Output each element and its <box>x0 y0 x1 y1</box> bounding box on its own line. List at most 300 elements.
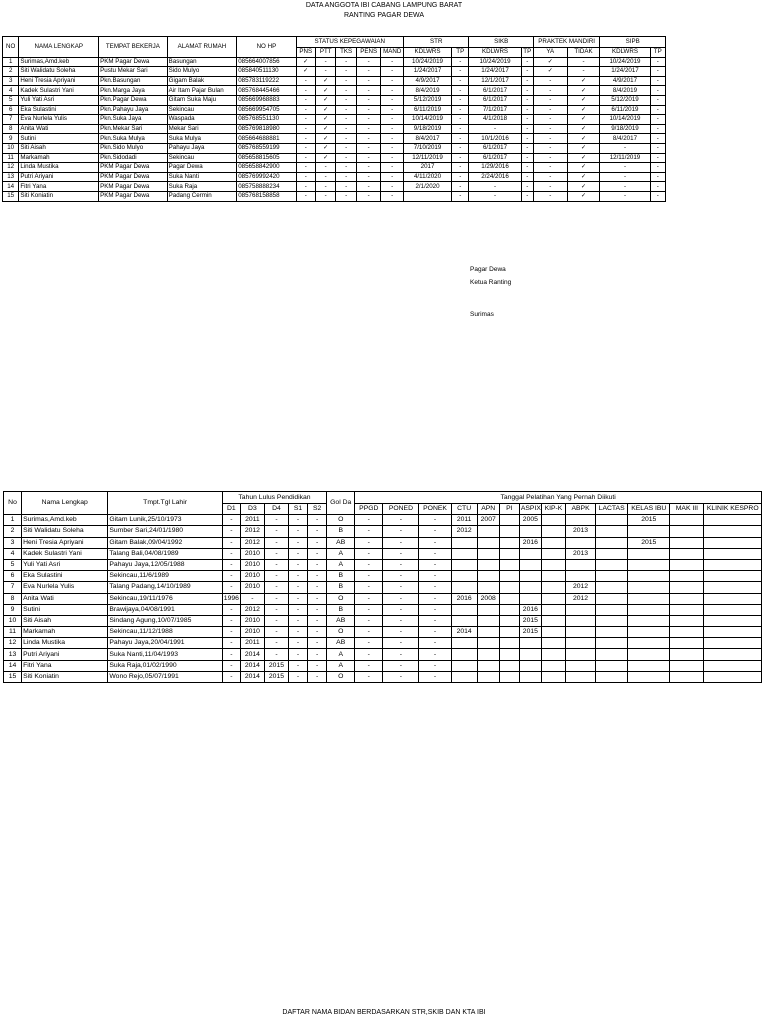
table-cell: ✓ <box>315 143 335 153</box>
table-cell <box>477 571 499 582</box>
table-cell: Markamah <box>19 153 99 163</box>
table-cell: - <box>567 57 600 67</box>
table-cell: 12/11/2019 <box>403 153 451 163</box>
table-cell: - <box>383 537 419 548</box>
table-cell: 2015 <box>264 660 288 671</box>
table-cell: - <box>222 627 240 638</box>
table-cell: - <box>356 172 381 182</box>
table-cell: - <box>521 191 533 201</box>
table-cell: - <box>289 660 308 671</box>
col-header-poned: PONED <box>383 504 419 515</box>
table-cell: - <box>222 559 240 570</box>
table-cell: ✓ <box>567 143 600 153</box>
table-cell: 2011 <box>240 515 264 526</box>
table-row <box>3 191 666 201</box>
table-cell: 5/12/2019 <box>403 95 451 105</box>
table-cell: Pagar Dewa <box>167 163 237 173</box>
table-cell: - <box>381 67 404 77</box>
table-cell: Suka Mulya <box>167 134 237 144</box>
table-row <box>3 57 666 67</box>
table-cell: Eka Sulastini <box>19 105 99 115</box>
table-cell: Kadek Sulastri Yani <box>19 86 99 96</box>
table-cell: - <box>650 124 665 134</box>
col-header-ctu: CTU <box>451 504 477 515</box>
table-cell: 10/24/2019 <box>600 57 650 67</box>
table-cell: - <box>650 115 665 125</box>
table-cell: ✓ <box>567 124 600 134</box>
table-cell <box>499 671 519 682</box>
table-cell: O <box>327 627 355 638</box>
table-cell: - <box>521 182 533 192</box>
table-cell: 085783119222 <box>237 76 296 86</box>
col-header-sikb-tp: TP <box>521 48 533 58</box>
table-cell <box>596 582 628 593</box>
table-cell: - <box>533 86 567 96</box>
table-cell: 085769818980 <box>237 124 296 134</box>
table-cell: - <box>222 571 240 582</box>
table-cell <box>596 515 628 526</box>
table-row <box>3 124 666 134</box>
table-cell: 2015 <box>628 515 670 526</box>
table-cell: ✓ <box>533 67 567 77</box>
table-cell: Sutini <box>19 134 99 144</box>
table-cell: - <box>356 86 381 96</box>
table-cell: Sekincau <box>167 153 237 163</box>
table-cell <box>499 515 519 526</box>
table-cell <box>477 526 499 537</box>
table-cell: - <box>296 115 315 125</box>
table-cell: 4/11/2020 <box>403 172 451 182</box>
table-cell <box>596 537 628 548</box>
table-cell: - <box>381 182 404 192</box>
col-header-nama: Nama Lengkap <box>22 492 108 515</box>
table-cell: 10/24/2019 <box>403 57 451 67</box>
col-header-ponek: PONEK <box>419 504 451 515</box>
table-cell: 085658815605 <box>237 153 296 163</box>
table-cell: - <box>419 604 451 615</box>
table-cell: O <box>327 515 355 526</box>
table-cell: - <box>315 191 335 201</box>
table-cell: 4/9/2017 <box>600 76 650 86</box>
table-cell: - <box>521 172 533 182</box>
table-cell <box>565 671 595 682</box>
table-cell: - <box>452 76 469 86</box>
table-cell: 8 <box>4 593 22 604</box>
table-cell: - <box>355 515 383 526</box>
table-cell: - <box>222 615 240 626</box>
table-row <box>3 172 666 182</box>
table-cell: - <box>264 571 288 582</box>
col-header-klinik: KLINIK KESPRO <box>704 504 762 515</box>
table-cell: - <box>650 105 665 115</box>
table-cell: Linda Mustika <box>22 638 108 649</box>
table-cell: - <box>355 638 383 649</box>
table-cell: PKM Pagar Dewa <box>99 191 168 201</box>
table-cell: - <box>355 604 383 615</box>
table-cell: 2 <box>3 67 19 77</box>
table-cell: 12 <box>3 163 19 173</box>
table-cell: - <box>383 638 419 649</box>
col-header-sikb-kdlwrs: KDLWRS <box>469 48 521 58</box>
table-cell: - <box>296 124 315 134</box>
table-cell: - <box>355 571 383 582</box>
table-cell: - <box>452 182 469 192</box>
table-cell: - <box>264 615 288 626</box>
table-cell <box>704 671 762 682</box>
table-cell <box>628 526 670 537</box>
col-header-lactas: LACTAS <box>596 504 628 515</box>
table-cell: - <box>308 571 327 582</box>
table-cell: - <box>533 134 567 144</box>
table-cell: 2012 <box>565 582 595 593</box>
table-cell <box>670 671 704 682</box>
table-cell: 2016 <box>519 537 541 548</box>
table-cell: - <box>356 105 381 115</box>
table-cell <box>670 649 704 660</box>
table-cell: 085664007856 <box>237 57 296 67</box>
table-cell: - <box>419 526 451 537</box>
table-cell: 9 <box>4 604 22 615</box>
table-cell: - <box>356 57 381 67</box>
table-cell: - <box>381 172 404 182</box>
document-footer: DAFTAR NAMA BIDAN BERDASARKAN STR,SKIB DAN KTA IBI <box>282 1009 486 1016</box>
table-cell <box>596 526 628 537</box>
table-cell <box>704 649 762 660</box>
table-cell: ✓ <box>315 124 335 134</box>
table-cell: 10 <box>3 143 19 153</box>
table-cell <box>519 571 541 582</box>
table-cell: - <box>355 660 383 671</box>
table-cell: - <box>336 105 356 115</box>
table-cell: A <box>327 660 355 671</box>
table-cell: 6/1/2017 <box>469 86 521 96</box>
table-cell: - <box>264 627 288 638</box>
table-cell: - <box>381 105 404 115</box>
table-row <box>4 537 762 548</box>
table-cell <box>704 571 762 582</box>
table-row <box>3 163 666 173</box>
table-cell: 2/24/2016 <box>469 172 521 182</box>
table-cell: - <box>521 115 533 125</box>
table-cell: 085669968883 <box>237 95 296 105</box>
table-cell: - <box>222 526 240 537</box>
table-cell <box>565 638 595 649</box>
table-cell <box>477 627 499 638</box>
col-header-apn: APN <box>477 504 499 515</box>
table-row <box>3 105 666 115</box>
table-cell <box>499 582 519 593</box>
table-cell <box>596 615 628 626</box>
table-cell <box>499 526 519 537</box>
table-cell: Eva Nurlela Yulis <box>22 582 108 593</box>
table-cell: Mekar Sari <box>167 124 237 134</box>
col-header-aspix: ASPIX <box>519 504 541 515</box>
table-cell: - <box>383 627 419 638</box>
table-cell: 7/10/2019 <box>403 143 451 153</box>
table-row <box>3 134 666 144</box>
table-cell: - <box>308 615 327 626</box>
table-cell: - <box>222 548 240 559</box>
table-cell <box>565 615 595 626</box>
col-header-ptt: PTT <box>315 48 335 58</box>
table-cell: - <box>567 67 600 77</box>
table-cell <box>670 582 704 593</box>
table-cell: - <box>381 153 404 163</box>
table-cell: - <box>383 526 419 537</box>
table-cell: - <box>650 191 665 201</box>
table-cell: - <box>336 115 356 125</box>
table-cell <box>451 649 477 660</box>
table-cell: Sekincau <box>167 105 237 115</box>
table-cell: 2016 <box>451 593 477 604</box>
table-cell: - <box>521 67 533 77</box>
table-cell: - <box>650 67 665 77</box>
table-cell: - <box>419 671 451 682</box>
table-cell: Suka Raja <box>167 182 237 192</box>
table-cell: 14 <box>3 182 19 192</box>
table-cell: - <box>533 105 567 115</box>
table-cell <box>451 604 477 615</box>
table-cell: - <box>600 191 650 201</box>
table-cell: - <box>452 124 469 134</box>
table-cell <box>628 593 670 604</box>
table-cell: - <box>533 124 567 134</box>
table-cell <box>596 660 628 671</box>
table-cell: 4 <box>3 86 19 96</box>
table-cell <box>519 582 541 593</box>
table-cell: - <box>356 95 381 105</box>
table-cell: - <box>600 163 650 173</box>
table-cell <box>541 515 565 526</box>
table-cell <box>499 638 519 649</box>
table-cell: PKM Pagar Dewa <box>99 163 168 173</box>
table-cell: - <box>355 582 383 593</box>
table-cell: 2014 <box>451 627 477 638</box>
table-cell: - <box>355 615 383 626</box>
table-cell: ✓ <box>315 134 335 144</box>
col-header-pns: PNS <box>296 48 315 58</box>
table-cell: - <box>296 95 315 105</box>
table-cell: - <box>355 671 383 682</box>
table-cell: 085658842900 <box>237 163 296 173</box>
table-cell: - <box>264 649 288 660</box>
table-cell: - <box>381 115 404 125</box>
table-row <box>4 649 762 660</box>
table-cell: - <box>308 548 327 559</box>
table-cell: - <box>355 526 383 537</box>
table-cell: 1 <box>4 515 22 526</box>
table-row <box>4 638 762 649</box>
table-cell: 2013 <box>565 548 595 559</box>
table-cell: - <box>452 143 469 153</box>
col-header-mak: MAK III <box>670 504 704 515</box>
table-cell: Anita Wati <box>22 593 108 604</box>
col-header-tempat: TEMPAT BEKERJA <box>99 37 168 58</box>
document-subtitle: RANTING PAGAR DEWA <box>343 12 425 19</box>
table-cell: - <box>289 593 308 604</box>
table-cell: 3 <box>3 76 19 86</box>
table-cell: - <box>296 105 315 115</box>
table-cell: Siti Koniatin <box>22 671 108 682</box>
table-cell: ✓ <box>315 86 335 96</box>
table-cell: - <box>289 548 308 559</box>
table-cell: - <box>650 57 665 67</box>
table-cell: - <box>452 86 469 96</box>
table-cell: 2010 <box>240 582 264 593</box>
table-cell: - <box>600 143 650 153</box>
table-cell: Siti Walidatu Soleha <box>19 67 99 77</box>
table-cell: A <box>327 559 355 570</box>
table-cell: 6/1/2017 <box>469 143 521 153</box>
table-cell: ✓ <box>533 57 567 67</box>
table-cell: - <box>222 671 240 682</box>
table-cell: - <box>381 124 404 134</box>
table-cell: - <box>355 627 383 638</box>
table-cell: - <box>296 163 315 173</box>
table-cell <box>670 537 704 548</box>
table-cell: AB <box>327 537 355 548</box>
table-row <box>4 660 762 671</box>
table-cell: Surimas,Amd.keb <box>19 57 99 67</box>
table-cell <box>704 615 762 626</box>
table-cell: 2007 <box>477 515 499 526</box>
table-cell: - <box>452 57 469 67</box>
table-cell: - <box>336 86 356 96</box>
table-cell: - <box>650 172 665 182</box>
table-cell: - <box>381 95 404 105</box>
table-cell: - <box>315 172 335 182</box>
table-cell: - <box>521 105 533 115</box>
table-cell: 1/24/2017 <box>600 67 650 77</box>
table-cell: 9/18/2019 <box>403 124 451 134</box>
table-cell: Gitam Suka Maju <box>167 95 237 105</box>
table-cell: 2012 <box>451 526 477 537</box>
table-cell: Markamah <box>22 627 108 638</box>
table-cell: - <box>289 526 308 537</box>
col-header-no: NO <box>3 37 19 58</box>
table-cell: AB <box>327 638 355 649</box>
table-cell: - <box>419 559 451 570</box>
table-cell: Gitam Balak,09/04/1992 <box>108 537 222 548</box>
table-cell <box>670 593 704 604</box>
table-row <box>3 76 666 86</box>
table-cell: - <box>381 57 404 67</box>
table-cell <box>628 571 670 582</box>
table-cell <box>565 537 595 548</box>
table-cell <box>541 638 565 649</box>
col-header-sikb: SIKB <box>469 37 533 48</box>
table-cell <box>477 604 499 615</box>
table-cell <box>477 537 499 548</box>
table-cell: ✓ <box>567 134 600 144</box>
table-cell <box>541 604 565 615</box>
col-header-sipb-kdlwrs: KDLWRS <box>600 48 650 58</box>
table-row <box>3 95 666 105</box>
table-cell <box>451 548 477 559</box>
table-cell <box>541 671 565 682</box>
table-cell: 085840511130 <box>237 67 296 77</box>
table-cell: 4 <box>4 548 22 559</box>
table-cell: Pahayu Jaya,20/04/1991 <box>108 638 222 649</box>
col-header-pens: PENS <box>356 48 381 58</box>
table-cell: 2016 <box>519 604 541 615</box>
table-cell: Surimas,Amd.keb <box>22 515 108 526</box>
table-cell: - <box>289 537 308 548</box>
table-cell: Putri Ariyani <box>22 649 108 660</box>
table-cell: - <box>356 182 381 192</box>
table-cell: 6 <box>4 571 22 582</box>
table-cell: 085669954705 <box>237 105 296 115</box>
table-cell <box>451 537 477 548</box>
table-cell: - <box>650 163 665 173</box>
table-cell: - <box>419 515 451 526</box>
table-cell <box>704 604 762 615</box>
table-cell <box>628 671 670 682</box>
table-cell: B <box>327 526 355 537</box>
table-cell: Suka Nanti <box>167 172 237 182</box>
table-cell <box>628 627 670 638</box>
table-cell: ✓ <box>567 95 600 105</box>
table-cell: - <box>336 95 356 105</box>
table-cell <box>477 660 499 671</box>
table-cell: 2011 <box>451 515 477 526</box>
table-cell: - <box>533 153 567 163</box>
table-cell: 12/11/2019 <box>600 153 650 163</box>
table-cell: - <box>419 537 451 548</box>
table-cell <box>670 515 704 526</box>
col-header-s2: S2 <box>308 504 327 515</box>
table-cell: 8/4/2017 <box>600 134 650 144</box>
table-cell: - <box>469 182 521 192</box>
table-cell: 10 <box>4 615 22 626</box>
col-header-tahun-lulus: Tahun Lulus Pendidikan <box>222 492 326 504</box>
table-cell: - <box>452 134 469 144</box>
table-row <box>4 548 762 559</box>
table-cell <box>565 604 595 615</box>
table-cell <box>541 593 565 604</box>
table-cell <box>670 627 704 638</box>
table-cell <box>519 649 541 660</box>
table-cell: 10/24/2019 <box>469 57 521 67</box>
table-cell: Gitam Lunik,25/10/1973 <box>108 515 222 526</box>
document-title: DATA ANGGOTA IBI CABANG LAMPUNG BARAT <box>305 2 463 9</box>
table-cell: 085768559199 <box>237 143 296 153</box>
table-cell <box>596 548 628 559</box>
table-cell: - <box>383 515 419 526</box>
table-cell: Talang Bali,04/08/1989 <box>108 548 222 559</box>
col-header-kelas-ibu: KELAS IBU <box>628 504 670 515</box>
table-row <box>4 571 762 582</box>
table-cell <box>596 593 628 604</box>
table-cell: Pkn.Pahayu Jaya <box>99 105 168 115</box>
table-cell: - <box>336 172 356 182</box>
table-cell <box>628 604 670 615</box>
table-cell: - <box>356 163 381 173</box>
table-cell: Basungan <box>167 57 237 67</box>
table-cell: 6/1/2017 <box>469 95 521 105</box>
table-cell: 8/4/2019 <box>600 86 650 96</box>
table-cell: - <box>383 660 419 671</box>
table-cell: - <box>289 582 308 593</box>
table-cell <box>499 660 519 671</box>
table-cell: Pkn.Marga Jaya <box>99 86 168 96</box>
table-cell: Pahayu Jaya <box>167 143 237 153</box>
table-cell: - <box>521 86 533 96</box>
table-cell: - <box>452 105 469 115</box>
table-cell: - <box>315 67 335 77</box>
table-cell: 1/24/2017 <box>403 67 451 77</box>
table-cell <box>670 571 704 582</box>
